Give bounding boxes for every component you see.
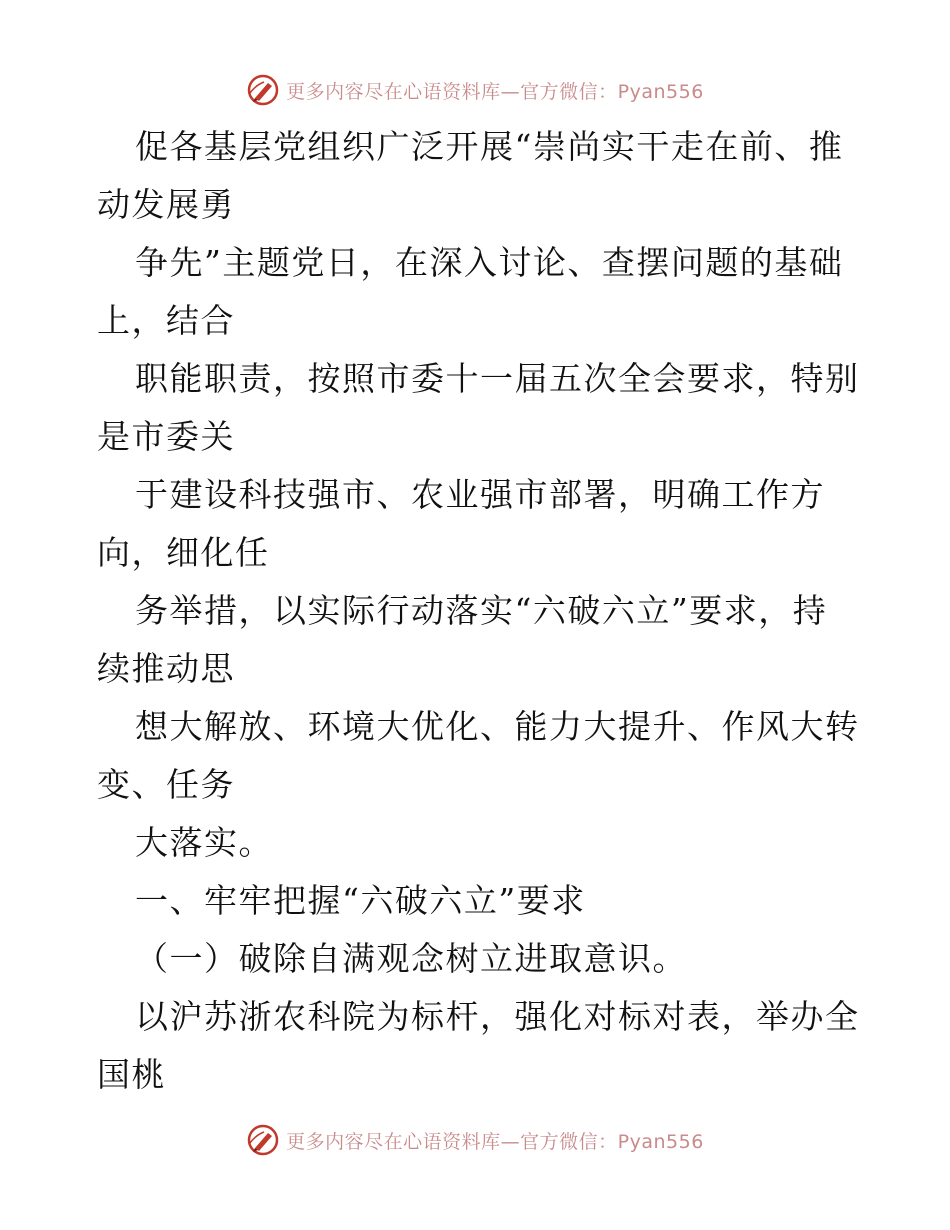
pen-logo-icon: [246, 73, 280, 107]
pen-logo-icon: [246, 1123, 280, 1157]
text-line: 续推动思: [97, 649, 235, 688]
text-line: 职能职责，按照市委十一届五次全会要求，特别: [135, 359, 860, 398]
section-heading: 一、牢牢把握“六破六立”要求: [135, 881, 586, 920]
footer-watermark: [0, 1120, 950, 1160]
text-line: 想大解放、环境大优化、能力大提升、作风大转: [135, 707, 860, 746]
watermark-text: 更多内容尽在心语资料库—官方微信：Pyan556: [286, 80, 704, 103]
text-line: 国桃: [97, 1055, 166, 1094]
text-line: 务举措，以实际行动落实“六破六立”要求，持: [135, 591, 828, 630]
text-line: 动发展勇: [97, 185, 235, 224]
text-line: 上，结合: [97, 301, 235, 340]
text-line: 变、任务: [97, 765, 235, 804]
text-line: 向，细化任: [97, 533, 270, 572]
subsection-heading: （一）破除自满观念树立进取意识。: [135, 939, 687, 978]
document-body: [97, 118, 860, 1104]
text-line: 于建设科技强市、农业强市部署，明确工作方: [135, 475, 825, 514]
text-line: 促各基层党组织广泛开展“崇尚实干走在前、推: [135, 127, 844, 166]
header-watermark: [0, 70, 950, 110]
text-line: 是市委关: [97, 417, 235, 456]
watermark-text: 更多内容尽在心语资料库—官方微信：Pyan556: [286, 1130, 704, 1153]
text-line: 以沪苏浙农科院为标杆，强化对标对表，举办全: [135, 997, 860, 1036]
text-line: 大落实。: [135, 823, 273, 862]
text-line: 争先”主题党日，在深入讨论、查摆问题的基础: [135, 243, 844, 282]
